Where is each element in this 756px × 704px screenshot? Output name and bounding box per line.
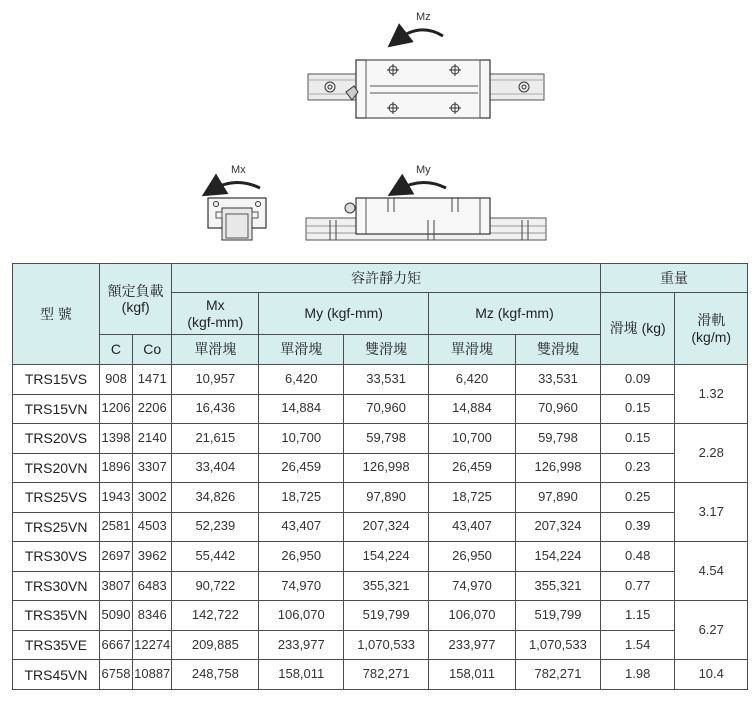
mx-header: Mx (kgf-mm) [172, 293, 259, 335]
mz-double-cell: 782,271 [516, 660, 601, 690]
my-single-cell: 106,070 [259, 601, 344, 631]
mz-rotation-arrow [397, 30, 443, 40]
static-moment-header: 容許靜力矩 [172, 264, 601, 293]
co-cell: 3307 [133, 453, 172, 483]
my-single-cell: 158,011 [259, 660, 344, 690]
mz-double-cell: 97,890 [516, 483, 601, 513]
table-row [13, 365, 748, 395]
co-cell: 4503 [133, 512, 172, 542]
moment-diagrams [0, 0, 756, 262]
table-row [13, 542, 748, 572]
mz-single-cell: 10,700 [429, 424, 516, 454]
mz-double-cell: 207,324 [516, 512, 601, 542]
mz-double-cell: 59,798 [516, 424, 601, 454]
rail-weight-cell: 2.28 [675, 424, 748, 483]
my-double-cell: 97,890 [344, 483, 429, 513]
my-single-cell: 74,970 [259, 571, 344, 601]
c-cell: 1206 [99, 394, 132, 424]
mz-single-cell: 106,070 [429, 601, 516, 631]
my-double-cell: 70,960 [344, 394, 429, 424]
my-double-cell: 126,998 [344, 453, 429, 483]
model-cell: TRS35VE [13, 630, 100, 660]
my-double-cell: 154,224 [344, 542, 429, 572]
top-view-diagram [308, 11, 544, 118]
block-weight-header: 滑塊 (kg) [600, 293, 675, 365]
mz-single-cell: 6,420 [429, 365, 516, 395]
mz-double-cell: 154,224 [516, 542, 601, 572]
table-row [13, 601, 748, 631]
co-cell: 2206 [133, 394, 172, 424]
block-weight-cell: 1.54 [600, 630, 675, 660]
my-double-cell: 207,324 [344, 512, 429, 542]
mz-single-block-header: 單滑塊 [429, 335, 516, 365]
mx-cell: 33,404 [172, 453, 259, 483]
mz-double-cell: 1,070,533 [516, 630, 601, 660]
mx-cell: 142,722 [172, 601, 259, 631]
block-weight-cell: 0.77 [600, 571, 675, 601]
my-double-cell: 782,271 [344, 660, 429, 690]
model-cell: TRS20VN [13, 453, 100, 483]
co-cell: 8346 [133, 601, 172, 631]
mz-double-cell: 519,799 [516, 601, 601, 631]
my-double-cell: 1,070,533 [344, 630, 429, 660]
mz-double-cell: 33,531 [516, 365, 601, 395]
block-weight-cell: 0.39 [600, 512, 675, 542]
block-weight-cell: 0.48 [600, 542, 675, 572]
my-single-cell: 14,884 [259, 394, 344, 424]
model-header: 型 號 [13, 264, 100, 365]
my-single-cell: 6,420 [259, 365, 344, 395]
co-cell: 6483 [133, 571, 172, 601]
block-weight-cell: 1.15 [600, 601, 675, 631]
co-cell: 2140 [133, 424, 172, 454]
table-row [13, 394, 748, 424]
c-cell: 1896 [99, 453, 132, 483]
mx-cell: 248,758 [172, 660, 259, 690]
my-rotation-arrow [398, 182, 446, 190]
my-single-cell: 26,950 [259, 542, 344, 572]
c-cell: 5090 [99, 601, 132, 631]
table-row [13, 512, 748, 542]
mx-rotation-arrow [212, 182, 260, 190]
my-double-cell: 33,531 [344, 365, 429, 395]
co-cell: 1471 [133, 365, 172, 395]
table-row [13, 660, 748, 690]
mx-cell: 55,442 [172, 542, 259, 572]
my-single-cell: 26,459 [259, 453, 344, 483]
c-cell: 6667 [99, 630, 132, 660]
block-weight-cell: 0.15 [600, 394, 675, 424]
my-single-cell: 233,977 [259, 630, 344, 660]
mx-single-block-header: 單滑塊 [172, 335, 259, 365]
mx-cell: 10,957 [172, 365, 259, 395]
side-view-diagram [306, 164, 546, 240]
block-top [356, 60, 490, 118]
mz-double-block-header: 雙滑塊 [516, 335, 601, 365]
rated-load-header: 額定負載 (kgf) [99, 264, 171, 335]
model-cell: TRS15VS [13, 365, 100, 395]
my-single-cell: 43,407 [259, 512, 344, 542]
c-cell: 1398 [99, 424, 132, 454]
block-weight-cell: 0.09 [600, 365, 675, 395]
c-cell: 2581 [99, 512, 132, 542]
c-header: C [99, 335, 132, 365]
my-header: My (kgf-mm) [259, 293, 429, 335]
c-cell: 6758 [99, 660, 132, 690]
model-cell: TRS30VN [13, 571, 100, 601]
rail-weight-header: 滑軌 (kg/m) [675, 293, 748, 365]
c-cell: 1943 [99, 483, 132, 513]
rail-weight-cell: 4.54 [675, 542, 748, 601]
block-side [356, 198, 490, 234]
table-row [13, 453, 748, 483]
mx-label: Mx [231, 164, 246, 176]
co-header: Co [133, 335, 172, 365]
my-double-cell: 59,798 [344, 424, 429, 454]
rail-weight-cell: 6.27 [675, 601, 748, 660]
mx-cell: 34,826 [172, 483, 259, 513]
table-row [13, 630, 748, 660]
block-weight-cell: 1.98 [600, 660, 675, 690]
spec-table [12, 263, 748, 690]
my-single-cell: 10,700 [259, 424, 344, 454]
model-cell: TRS20VS [13, 424, 100, 454]
mz-double-cell: 355,321 [516, 571, 601, 601]
mz-header: Mz (kgf-mm) [429, 293, 601, 335]
table-row [13, 424, 748, 454]
weight-header: 重量 [600, 264, 747, 293]
end-view-diagram [208, 164, 266, 240]
mx-cell: 16,436 [172, 394, 259, 424]
mz-single-cell: 158,011 [429, 660, 516, 690]
rail-weight-cell: 10.4 [675, 660, 748, 690]
c-cell: 3807 [99, 571, 132, 601]
c-cell: 908 [99, 365, 132, 395]
block-weight-cell: 0.23 [600, 453, 675, 483]
table-row [13, 483, 748, 513]
table-row [13, 571, 748, 601]
my-double-cell: 355,321 [344, 571, 429, 601]
model-cell: TRS35VN [13, 601, 100, 631]
co-cell: 3962 [133, 542, 172, 572]
c-cell: 2697 [99, 542, 132, 572]
model-cell: TRS45VN [13, 660, 100, 690]
co-cell: 12274 [133, 630, 172, 660]
mz-single-cell: 43,407 [429, 512, 516, 542]
rail-weight-cell: 3.17 [675, 483, 748, 542]
mx-cell: 90,722 [172, 571, 259, 601]
mz-single-cell: 26,459 [429, 453, 516, 483]
my-double-block-header: 雙滑塊 [344, 335, 429, 365]
co-cell: 10887 [133, 660, 172, 690]
mz-double-cell: 126,998 [516, 453, 601, 483]
mz-single-cell: 14,884 [429, 394, 516, 424]
mz-single-cell: 26,950 [429, 542, 516, 572]
block-weight-cell: 0.25 [600, 483, 675, 513]
mz-single-cell: 18,725 [429, 483, 516, 513]
mz-single-cell: 233,977 [429, 630, 516, 660]
model-cell: TRS15VN [13, 394, 100, 424]
my-label: My [416, 164, 431, 176]
my-double-cell: 519,799 [344, 601, 429, 631]
mz-single-cell: 74,970 [429, 571, 516, 601]
mz-double-cell: 70,960 [516, 394, 601, 424]
model-cell: TRS25VS [13, 483, 100, 513]
co-cell: 3002 [133, 483, 172, 513]
mx-cell: 21,615 [172, 424, 259, 454]
model-cell: TRS25VN [13, 512, 100, 542]
block-weight-cell: 0.15 [600, 424, 675, 454]
my-single-cell: 18,725 [259, 483, 344, 513]
my-single-block-header: 單滑塊 [259, 335, 344, 365]
mz-label: Mz [416, 11, 431, 23]
rail-weight-cell: 1.32 [675, 365, 748, 424]
model-cell: TRS30VS [13, 542, 100, 572]
mx-cell: 209,885 [172, 630, 259, 660]
mx-cell: 52,239 [172, 512, 259, 542]
